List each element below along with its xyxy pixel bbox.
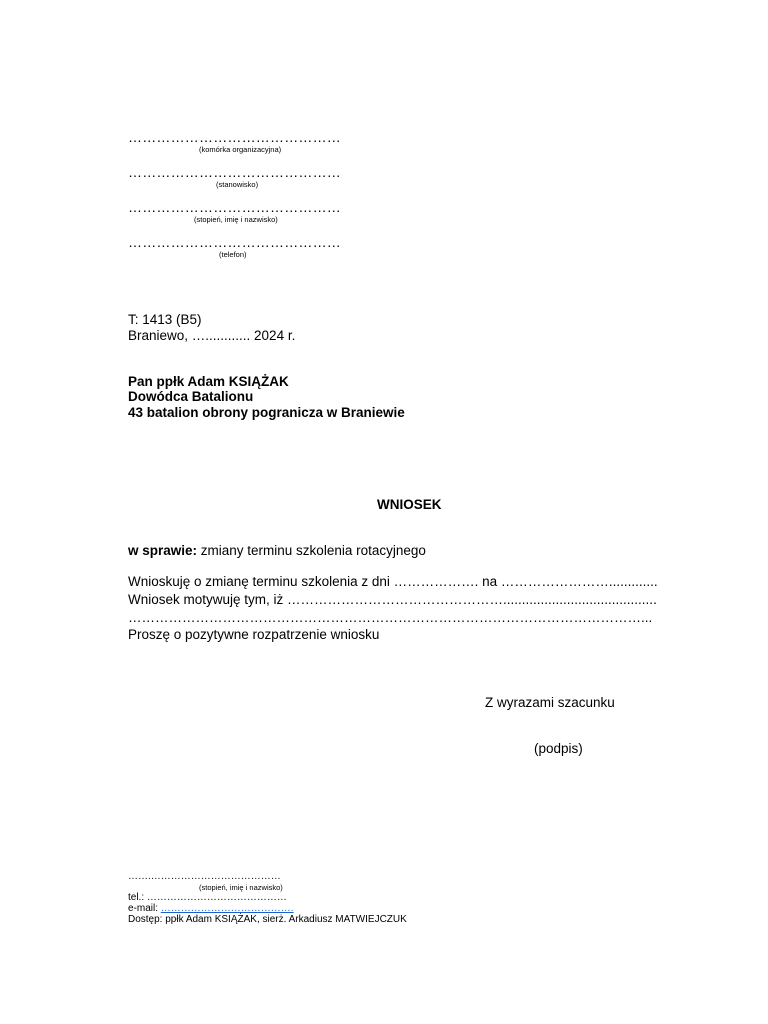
position-caption: (stanowisko) bbox=[216, 180, 259, 189]
org-unit-caption: (komórka organizacyjna) bbox=[199, 145, 282, 154]
phone-caption: (telefon) bbox=[219, 250, 247, 259]
subject-line bbox=[128, 543, 426, 559]
body-line-justification: Wniosek motywuję tym, iż …………………………………………......................................... bbox=[128, 592, 657, 607]
rank-name-field: ……………………………………… bbox=[128, 199, 341, 215]
addressee-function: Dowódca Batalionu bbox=[128, 389, 254, 404]
body-line-continuation: ……………………………………………………………………………………………………... bbox=[128, 610, 653, 625]
subject-label: w sprawie: bbox=[128, 543, 198, 558]
footer-email-link[interactable]: …………………………………. bbox=[160, 903, 294, 914]
footer-rank-name-field: …….………………………………… bbox=[128, 871, 281, 882]
regards-text: Z wyrazami szacunku bbox=[485, 695, 615, 710]
addressee-unit: 43 batalion obrony pogranicza w Braniewie bbox=[128, 405, 405, 420]
footer-phone-field: …………………………………… bbox=[146, 892, 287, 903]
body-line-request: Wnioskuję o zmianę terminu szkolenia z dni ………………. na ……………………............. bbox=[128, 574, 658, 589]
subject-text: zmiany terminu szkolenia rotacyjnego bbox=[197, 543, 426, 558]
reference-code: T: 1413 (B5) bbox=[128, 312, 202, 327]
rank-name-caption: (stopień, imię i nazwisko) bbox=[194, 215, 278, 224]
footer-email-label: e-mail: bbox=[128, 903, 161, 914]
body-line-closing-request: Proszę o pozytywne rozpatrzenie wniosku bbox=[128, 627, 380, 642]
footer-access-note: Dostęp: ppłk Adam KSIĄŻAK, sierż. Arkadiusz MATWIEJCZUK bbox=[128, 914, 407, 925]
org-unit-field: ……………………………………… bbox=[128, 129, 341, 145]
signature-placeholder: (podpis) bbox=[534, 741, 583, 756]
footer-phone-label: tel.: bbox=[128, 892, 147, 903]
footer-rank-name-caption: (stopień, imię i nazwisko) bbox=[199, 883, 283, 892]
addressee-name: Pan ppłk Adam KSIĄŻAK bbox=[128, 374, 289, 389]
place-date: Braniewo, …............ 2024 r. bbox=[128, 328, 296, 343]
document-title: WNIOSEK bbox=[377, 497, 442, 512]
phone-field: ……………………………………… bbox=[128, 234, 341, 250]
position-field: ……………………………………… bbox=[128, 164, 341, 180]
